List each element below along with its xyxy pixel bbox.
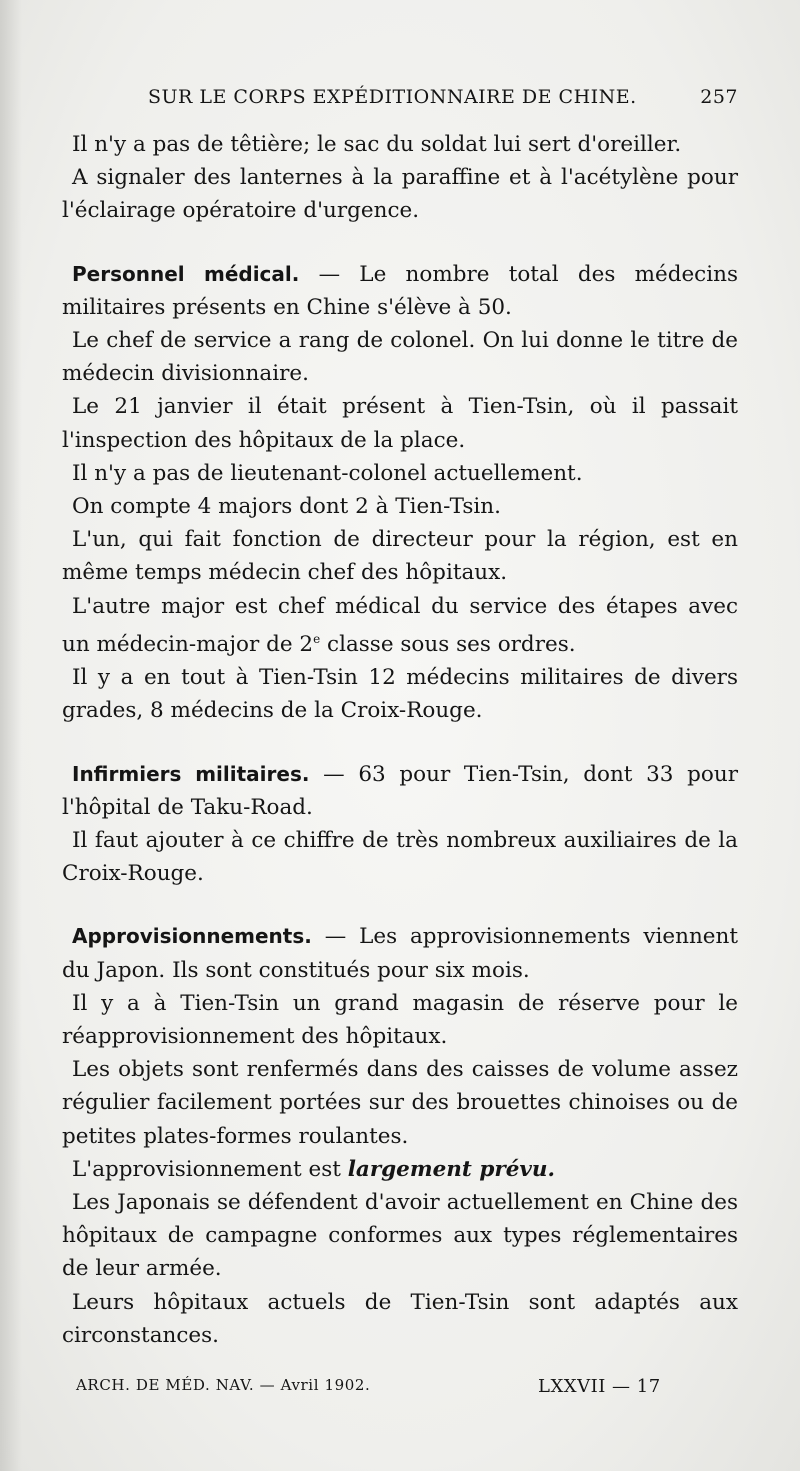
paragraph-text: — 63 pour Tien-Tsin, dont 33 pour l'hôpital de Taku-Road. [62,761,738,820]
section-heading-approvisionnements: Approvisionnements. [72,924,312,949]
paragraph-text: L'autre major est chef médical du service des étapes avec un médecin-major de 2 [62,593,738,657]
page-edge-shadow [0,0,22,1471]
section-gap [62,890,738,920]
paragraph-infirmiers [62,758,738,824]
emphasized-text: largement prévu. [347,1156,555,1182]
paragraph: Il y a en tout à Tien-Tsin 12 médecins militaires de divers grades, 8 médecins de la Croix-Rouge. [62,665,738,724]
paragraph: Il y a à Tien-Tsin un grand magasin de réserve pour le réapprovisionnement des hôpitaux. [62,990,738,1050]
paragraph [62,1153,738,1186]
superscript: e [313,631,321,646]
paragraph: On compte 4 majors dont 2 à Tien-Tsin. [72,494,501,520]
sheet-number: LXXVII — 17 [538,1376,661,1397]
paragraph: Il n'y a pas de têtière; le sac du soldat lui sert d'oreiller. [72,132,682,157]
section-gap [62,728,738,758]
paragraph-approvisionnements [62,920,738,986]
paragraph-text: L'approvisionnement est [72,1156,348,1182]
paragraph-text: classe sous ses ordres. [320,632,576,657]
section-heading-personnel-medical: Personnel médical. [72,261,300,286]
running-title: SUR LE CORPS EXPÉDITIONNAIRE DE CHINE. [148,86,637,108]
paragraph [62,590,738,662]
paragraph: A signaler des lanternes à la paraffine et à l'acétylène pour l'éclairage opératoire d'urgence. [62,165,738,224]
signature-line: ARCH. DE MÉD. NAV. — Avril 1902. [76,1376,371,1394]
page-body [62,128,738,1352]
paragraph: Il n'y a pas de lieutenant-colonel actuellement. [72,460,583,486]
paragraph: Les Japonais se défendent d'avoir actuellement en Chine des hôpitaux de campagne conformes aux types réglementaires de leur armée. [62,1190,738,1282]
paragraph: Le chef de service a rang de colonel. On lui donne le titre de médecin divisionnaire. [62,328,738,387]
paragraph: L'un, qui fait fonction de directeur pour la région, est en même temps médecin chef des hôpitaux. [62,527,738,586]
paragraph: Il faut ajouter à ce chiffre de très nombreux auxiliaires de la Croix-Rouge. [62,828,738,887]
paragraph-text: — Le nombre total des médecins militaires présents en Chine s'élève à 50. [62,261,738,320]
paragraph-text: — Les approvisionnements viennent du Japon. Ils sont constitués pour six mois. [62,924,738,983]
section-gap [62,228,738,258]
paragraph: Les objets sont renfermés dans des caisses de volume assez régulier facilement portées sur des brouettes chinoises ou de petites plates-formes roulantes. [62,1057,738,1149]
page-number: 257 [700,86,738,108]
paragraph: Leurs hôpitaux actuels de Tien-Tsin sont adaptés aux circonstances. [62,1289,738,1348]
paragraph-personnel-medical [62,258,738,324]
section-heading-infirmiers: Infirmiers militaires. [72,761,310,786]
paragraph: Le 21 janvier il était présent à Tien-Tsin, où il passait l'inspection des hôpitaux de la place. [62,394,738,453]
